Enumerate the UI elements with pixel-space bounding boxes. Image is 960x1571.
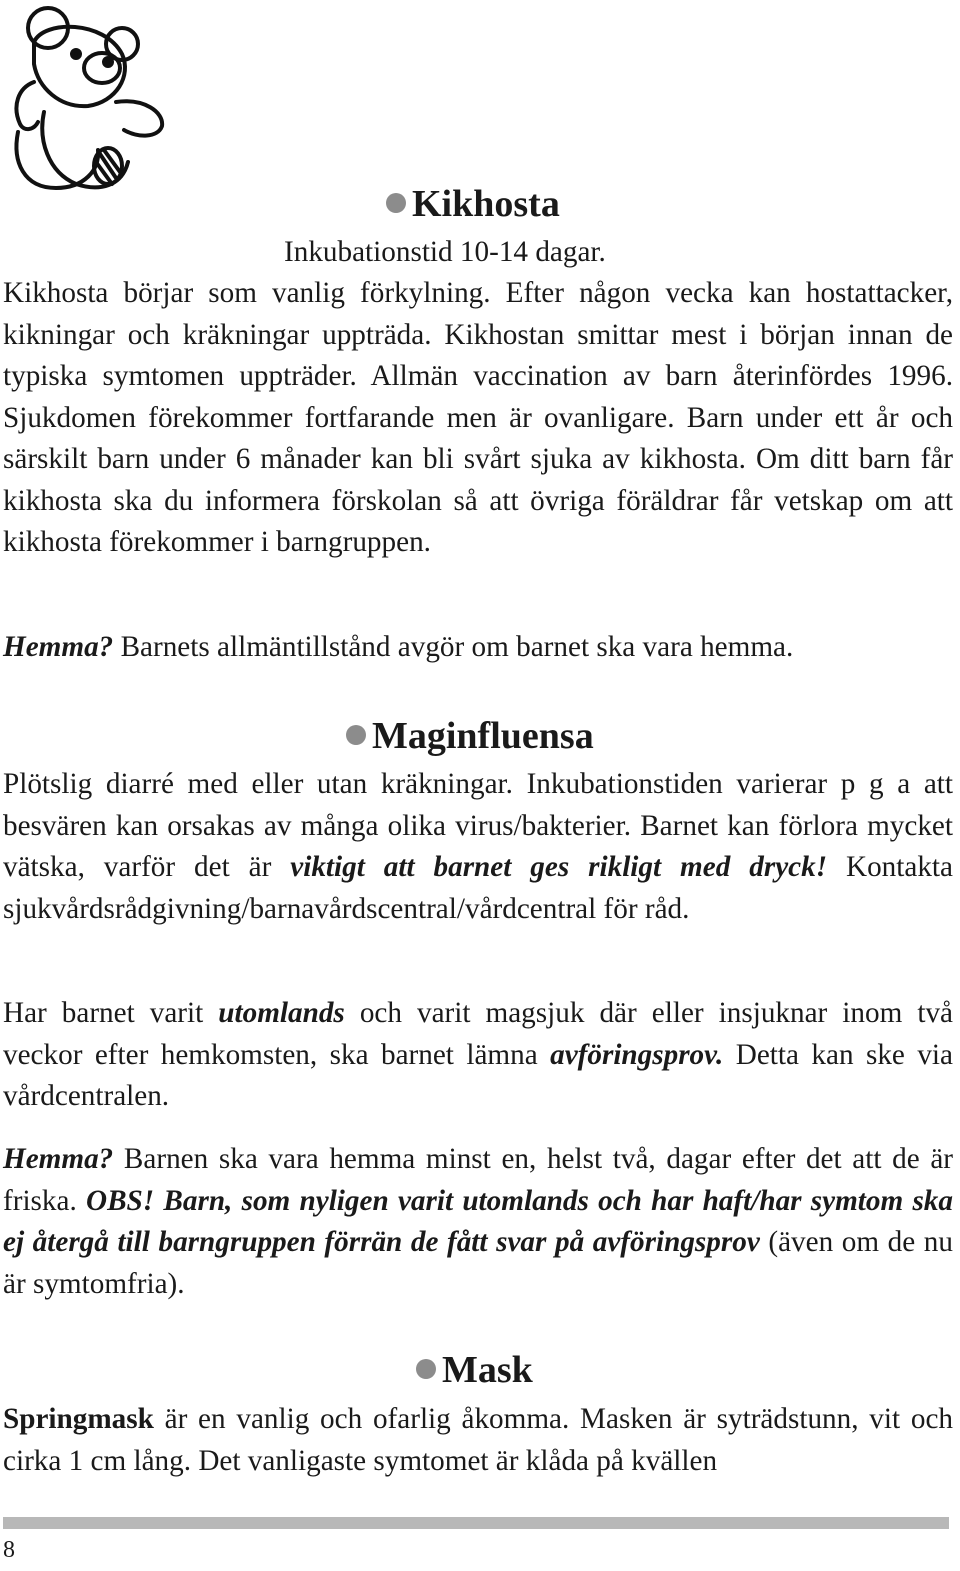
obs-label: OBS! (86, 1184, 155, 1217)
kikhosta-body: Kikhosta börjar som vanlig förkylning. Efter någon vecka kan hostattacker, kikningar och kräkningar uppträda. Kikhostan smittar mest i början innan de typiska symtomen uppträder. Allmän vaccination av barn återinfördes 1996. Sjukdomen förekommer fortfarande men är ovanligare. Barn under ett år och särskilt barn under 6 månader kan bli svårt sjuka av kikhosta. Om ditt barn får kikhosta ska du informera förskolan så att övriga föräldrar får vetskap om att kikhosta förekommer i barngruppen. (3, 277, 953, 558)
heading-text: Mask (442, 1349, 533, 1391)
maginfluensa-hemma (3, 1139, 953, 1305)
p1-text-end: Kontakta sjukvårdsrådgivning/barnavårdscentral/vårdcentral för råd. (3, 851, 953, 925)
footer-rule (3, 1517, 949, 1529)
p2-emphasis-1: utomlands (218, 997, 345, 1029)
obs-tail: (även om de nu är symtomfria). (3, 1226, 953, 1300)
hemma-text: Barnen ska vara hemma minst en, helst två, dagar efter det att de är friska. (3, 1143, 953, 1217)
obs-text: Barn, som nyligen varit utomlands och har haft/har symtom ska ej återgå till barngruppen förrän de fått svar på avföringsprov (3, 1184, 953, 1258)
p2-text-end: Detta kan ske via vårdcentralen. (3, 1038, 953, 1112)
hemma-text: Barnets allmäntillstånd avgör om barnet ska vara hemma. (113, 631, 794, 663)
incubation-line: Inkubationstid 10-14 dagar. (284, 236, 606, 268)
p1-emphasis: viktigt att barnet ges rikligt med dryck! (290, 851, 828, 883)
mask-body (3, 1399, 953, 1482)
heading-mask (416, 1348, 533, 1392)
teddy-bear-illustration (4, 2, 176, 198)
page-number: 8 (3, 1537, 15, 1563)
mask-term: Springmask (3, 1403, 154, 1435)
mask-text: är en vanlig och ofarlig åkomma. Masken är syträdstunn, vit och cirka 1 cm lång. Det vanligaste symtomet är klåda på kvällen (3, 1403, 953, 1477)
hemma-label: Hemma? (3, 1143, 114, 1175)
bullet-icon (346, 725, 366, 745)
p2-text-mid: och varit magsjuk där eller insjuknar inom två veckor efter hemkomsten, ska barnet lämna (3, 997, 953, 1071)
heading-kikhosta (386, 182, 560, 226)
bullet-icon (416, 1359, 436, 1379)
p2-text: Har barnet varit (3, 997, 219, 1029)
bullet-icon (386, 193, 406, 213)
heading-text: Maginfluensa (372, 715, 594, 757)
p1-text: Plötslig diarré med eller utan kräkningar. Inkubationstiden varierar p g a att besvären kan orsakas av många olika virus/bakterier. Barnet kan förlora mycket vätska, varför det är (3, 768, 953, 883)
heading-text: Kikhosta (412, 183, 560, 225)
kikhosta-hemma (3, 627, 953, 669)
maginfluensa-p1 (3, 764, 953, 930)
heading-maginfluensa (346, 714, 594, 758)
p2-emphasis-2: avföringsprov. (550, 1038, 724, 1071)
maginfluensa-p2 (3, 993, 953, 1118)
hemma-label: Hemma? (3, 631, 114, 663)
